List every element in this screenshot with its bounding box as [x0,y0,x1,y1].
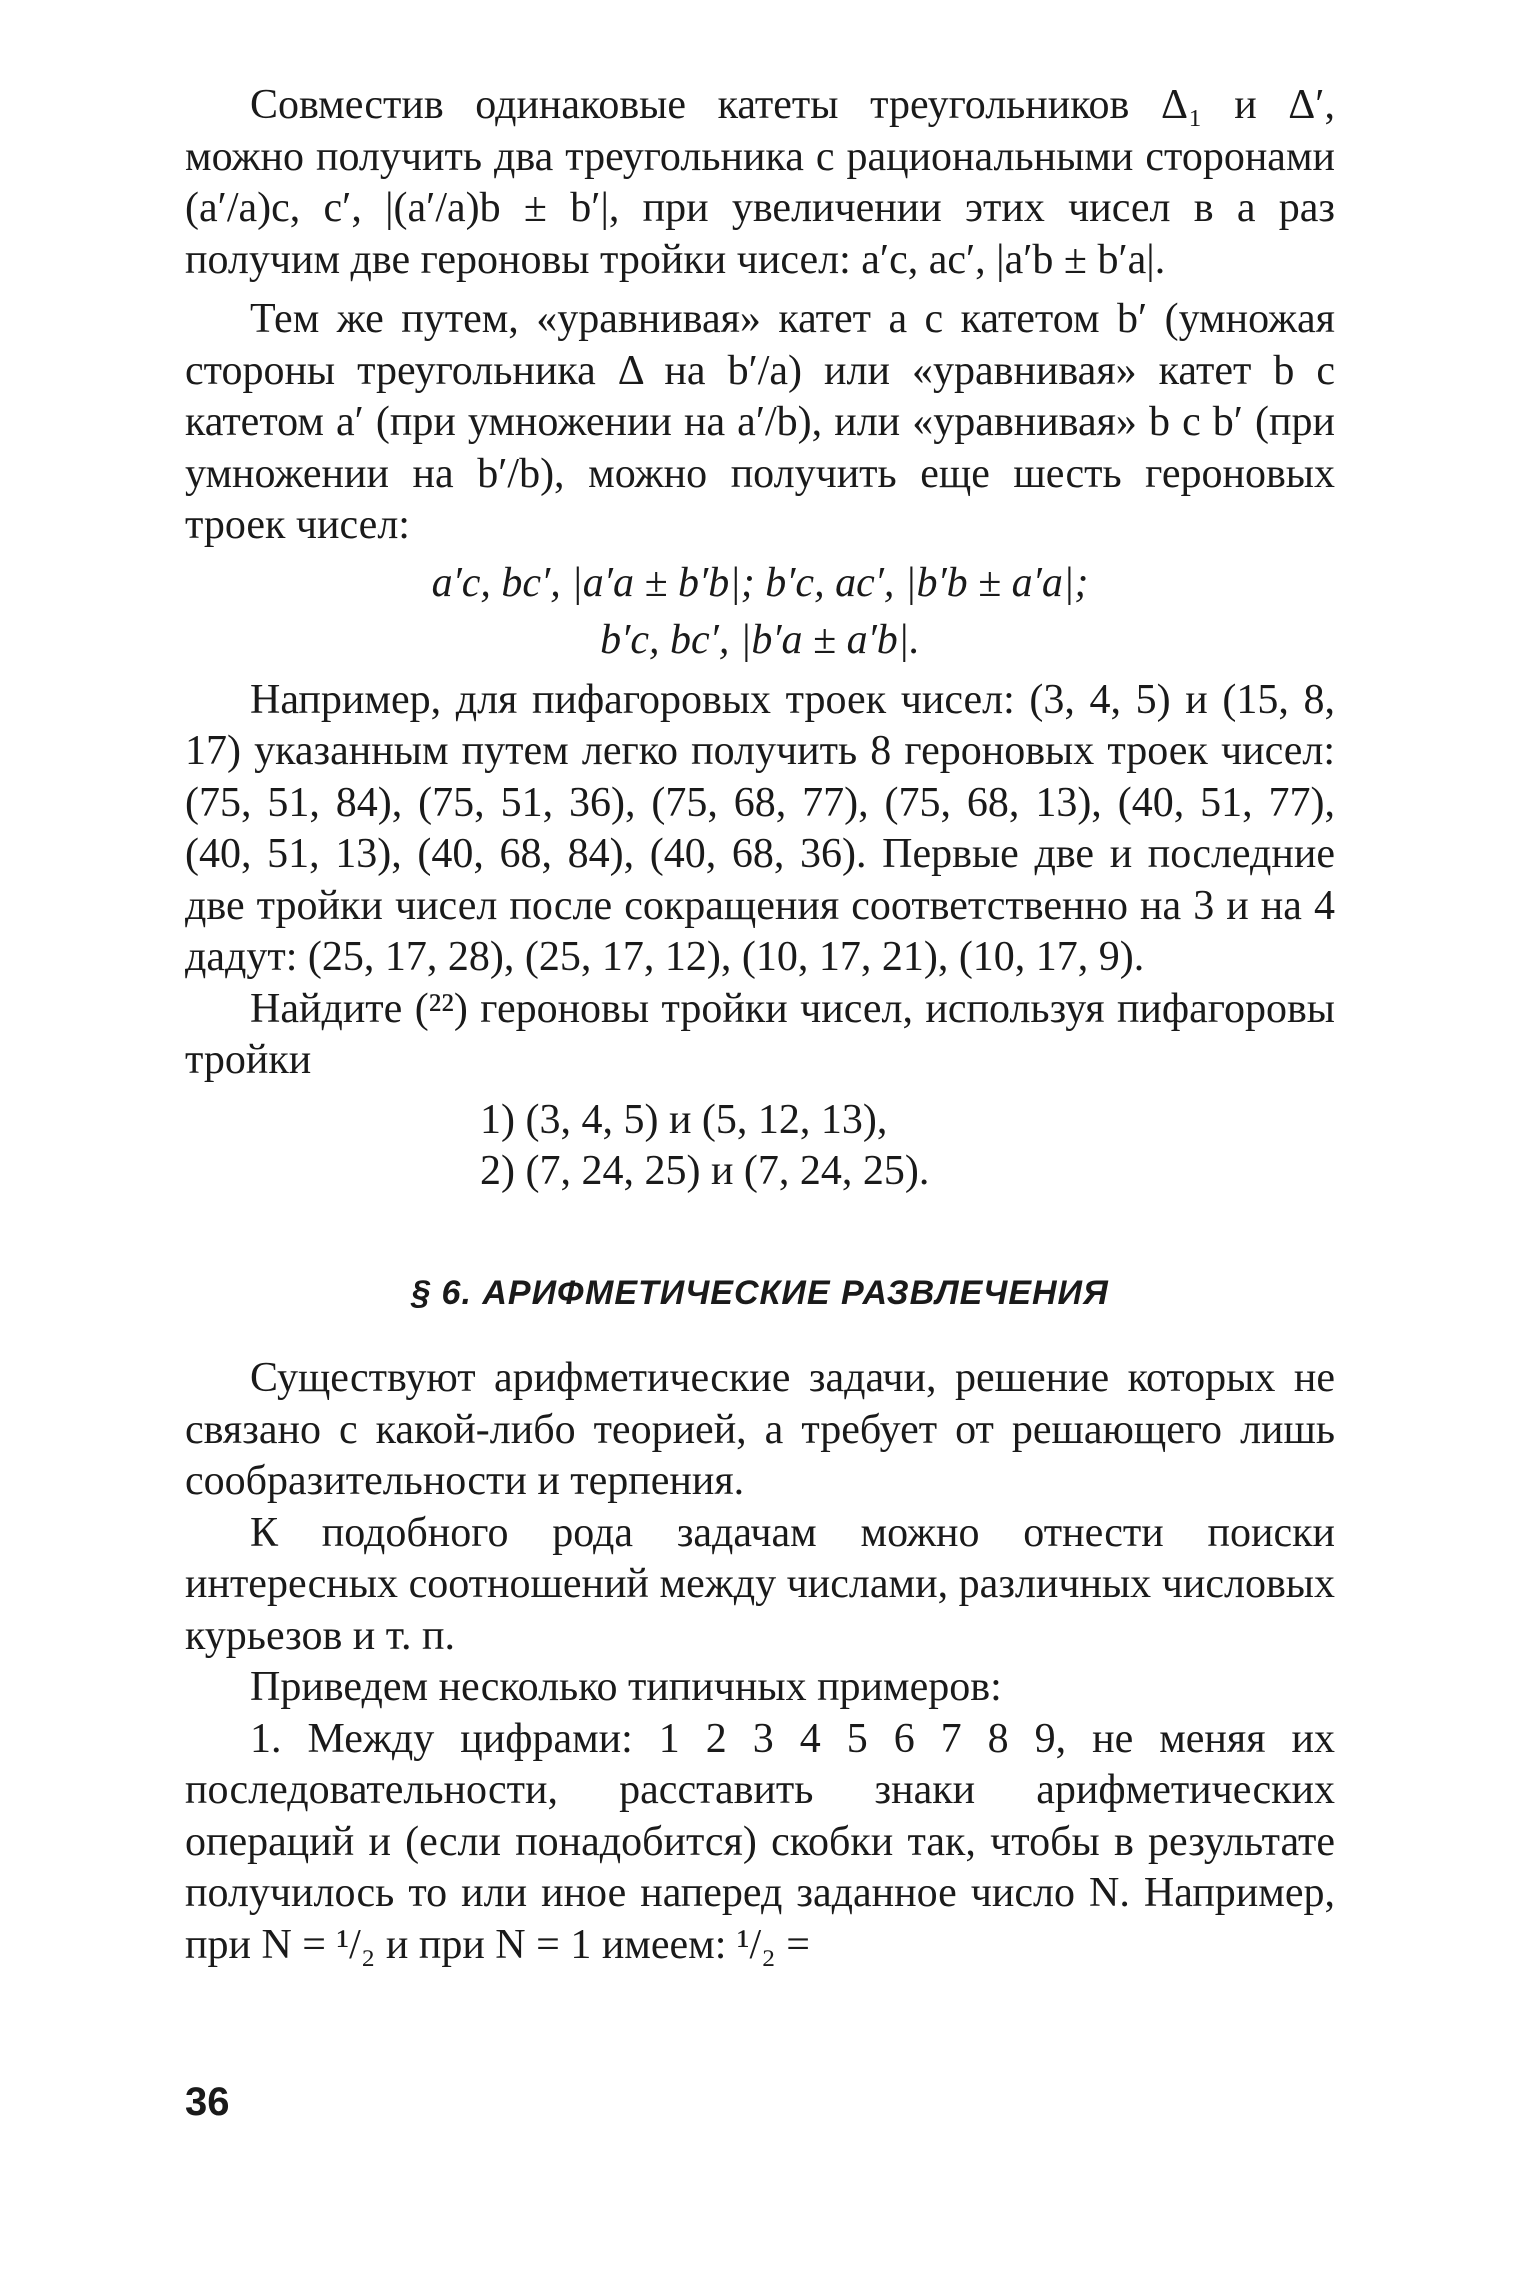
list-item: 2) (7, 24, 25) и (7, 24, 25). [480,1148,930,1194]
paragraph-3: Например, для пифагоровых троек чисел: (3, 4, 5) и (15, 8, 17) указанным путем легко получить 8 героновых троек чисел: (75, 51, 84), (75, 51, 36), (75, 68, 77), (75, 68, 13), (40, 51, 77), (40, 51, 13), (40, 68, 84), (40, 68, 36). Первые две и последние две тройки чисел после сокращения соответственно на 3 и на 4 дадут: (25, 17, 28), (25, 17, 12), (10, 17, 21), (10, 17, 9). [185,676,1335,980]
list-item: 1) (3, 4, 5) и (5, 12, 13), [480,1096,888,1143]
paragraph-8: 1. Между цифрами: 1 2 3 4 5 6 7 8 9, не меняя их последовательности, расставить знаки арифметических операций и (если понадобится) скобки так, чтобы в результате получилось то или иное наперед заданное число N. Например, при N = ¹/₂ и при N = 1 имеем: ¹/₂ = [185,1715,1335,1968]
formula-line-1: a′c, bc′, |a′a ± b′b|; b′c, ac′, |b′b ± a′a|; [431,559,1089,606]
paragraph-1: Совместив одинаковые катеты треугольников Δ₁ и Δ′, можно получить два треугольника с рациональными сторонами (a′/a)c, c′, |(a′/a)b ± b′|, при увеличении этих чисел в a раз получим две героновы тройки чисел: a′c, ac′, |a′b ± b′a|. [185,82,1335,283]
page-body [185,80,1335,1971]
paragraph-2: Тем же путем, «уравнивая» катет a с катетом b′ (умножая стороны треугольника Δ на b′/a) или «уравнивая» катет b с катетом a′ (при умножении на a′/b), или «уравнивая» b с b′ (при умножении на b′/b), можно получить еще шесть героновых троек чисел: [185,296,1335,548]
paragraph-4: Найдите (²²) героновы тройки чисел, используя пифагоровы тройки [185,985,1335,1083]
paragraph-6: К подобного рода задачам можно отнести поиски интересных соотношений между числами, различных числовых курьезов и т. п. [185,1509,1335,1659]
paragraph-7: Приведем несколько типичных примеров: [250,1664,1002,1710]
formula-line-2: b′c, bc′, |b′a ± a′b|. [600,617,920,663]
paragraph-5: Существуют арифметические задачи, решение которых не связано с какой-либо теорией, а требует от решающего лишь сообразительности и терпения. [185,1355,1335,1504]
triples-list [185,1095,1335,1198]
section-heading: § 6. АРИФМЕТИЧЕСКИЕ РАЗВЛЕЧЕНИЯ [411,1273,1109,1312]
page-number: 36 [185,2080,230,2124]
